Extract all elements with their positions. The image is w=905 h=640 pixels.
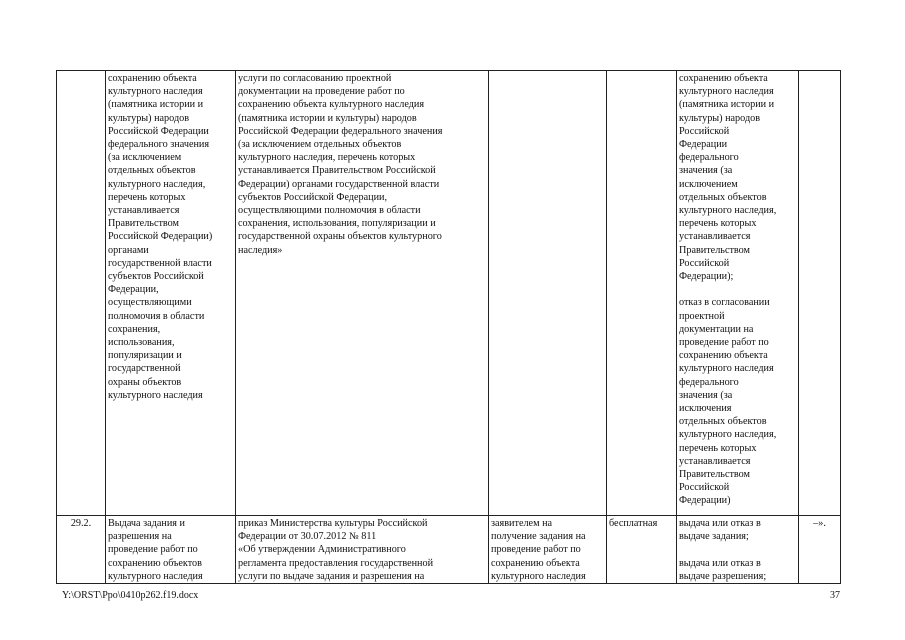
cell-service-name [106,515,236,583]
cell-result [677,71,799,516]
text-line: осуществляющими полномочия в области [238,205,421,217]
text-line: устанавливается [679,455,751,467]
text-line: устанавливается [108,205,180,217]
text-line: культурного наследия, [108,178,206,190]
text-line: значения (за [679,165,733,177]
text-line: государственной [108,363,181,375]
text-line: сохранению объекта [679,350,768,362]
cell-number [57,71,106,516]
text-line: устанавливается Правительством Российской [238,165,436,177]
text-line: проектной [679,310,725,322]
text-line: Правительством [679,244,750,256]
text-line: культурного наследия [108,86,203,98]
text-line: культурного наследия, перечень которых [238,152,416,164]
text-line: федерального [679,376,739,388]
text-line: Российской [679,257,730,269]
text-line: культурного наследия [108,389,203,401]
text-line: (памятника истории и [108,99,204,111]
text-line: Российской [679,125,730,137]
text-line: Федерации) [679,495,731,507]
text-line: сохранению объекта [108,73,197,84]
text-line: наследия» [238,244,283,256]
text-line: сохранению объекта [679,73,768,84]
text-line: Правительством [108,218,179,230]
result-part-b [679,557,796,583]
text-line: регламента предоставления государственной [238,557,434,569]
table-row [57,71,841,516]
text-line: документации на [679,323,754,335]
cell-legal-act [236,515,489,583]
text-line: Федерации [679,139,728,151]
text-line: культурного наследия [108,570,203,582]
text-line: перечень которых [679,218,757,230]
text-line: выдача или отказ в [679,557,761,569]
text-line: культурного наследия, [679,205,777,217]
text-line: сохранению объекта культурного наследия [238,99,425,111]
text-line: Российской [679,482,730,494]
text-line: культурного наследия [491,570,586,582]
text-line: осуществляющими [108,297,192,309]
text-line: устанавливается [679,231,751,243]
text-line: государственной охраны объектов культурного [238,231,442,243]
text-line: сохранения, использования, популяризации и [238,218,436,230]
text-line: сохранению объектов [108,557,202,569]
cell-applicant [489,71,607,516]
cell-legal-act [236,71,489,516]
text-line: государственной власти [108,257,212,269]
text-line: отдельных объектов [679,191,767,203]
cell-result [677,515,799,583]
text-line: Российской Федерации [108,125,209,137]
footer-file-path: Y:\ORST\Ppo\0410p262.f19.docx [62,590,199,601]
text-line: субъектов Российской [108,271,204,283]
text-line: Федерации от 30.07.2012 № 811 [238,531,377,543]
text-line: приказ Министерства культуры Российской [238,517,428,529]
text-line: культуры) народов [108,112,190,124]
text-line: значения (за [679,389,733,401]
table-row [57,515,841,583]
text-line: проведение работ по [491,544,581,556]
footer-page-number: 37 [830,590,840,601]
cell-note: –». [799,515,841,583]
text-line: полномочия в области [108,310,205,322]
text-line: отдельных объектов [108,165,196,177]
text-line: культурного наследия [679,363,774,375]
result-part-b [679,296,796,507]
text-line: (за исключением [108,152,182,164]
text-line: Федерации); [679,271,734,283]
text-line: отказ в согласовании [679,297,770,309]
text-line: (за исключением отдельных объектов [238,139,402,151]
text-line: культурного наследия [679,86,774,98]
cell-number: 29.2. [57,515,106,583]
text-line: получение задания на [491,531,586,543]
text-line: субъектов Российской Федерации, [238,191,388,203]
text-line: Выдача задания и [108,517,185,529]
text-line: охраны объектов [108,376,182,388]
text-line: культуры) народов [679,112,761,124]
result-part-a [679,517,796,543]
text-line: разрешения на [108,531,172,543]
text-line: проведение работ по [108,544,198,556]
text-line: выдаче задания; [679,531,749,543]
text-line: услуги по согласованию проектной [238,73,392,84]
text-line: федерального значения [108,139,210,151]
text-line: выдаче разрешения; [679,570,767,582]
cell-fee: бесплатная [607,515,677,583]
cell-fee [607,71,677,516]
text-line: Российской Федерации) [108,231,213,243]
text-line: отдельных объектов [679,416,767,428]
cell-note [799,71,841,516]
text-line: использования, [108,337,175,349]
text-line: «Об утверждении Административного [238,544,406,556]
services-table [56,70,841,584]
text-line: органами [108,244,149,256]
cell-applicant [489,515,607,583]
text-line: Федерации) органами государственной власти [238,178,440,190]
result-part-a [679,72,796,283]
text-line: исключением [679,178,738,190]
text-line: Федерации, [108,284,159,296]
text-line: перечень которых [108,191,186,203]
text-line: перечень которых [679,442,757,454]
text-line: сохранению объекта [491,557,580,569]
text-line: культурного наследия, [679,429,777,441]
text-line: услуги по выдаче задания и разрешения на [238,570,425,582]
text-line: (памятника истории и [679,99,775,111]
text-line: (памятника истории и культуры) народов [238,112,417,124]
text-line: сохранения, [108,323,161,335]
text-line: выдача или отказ в [679,517,761,529]
text-line: проведение работ по [679,337,769,349]
cell-service-name [106,71,236,516]
text-line: популяризации и [108,350,182,362]
text-line: федерального [679,152,739,164]
text-line: Правительством [679,469,750,481]
text-line: исключения [679,403,732,415]
text-line: Российской Федерации федерального значения [238,125,443,137]
text-line: документации на проведение работ по [238,86,405,98]
text-line: заявителем на [491,517,553,529]
